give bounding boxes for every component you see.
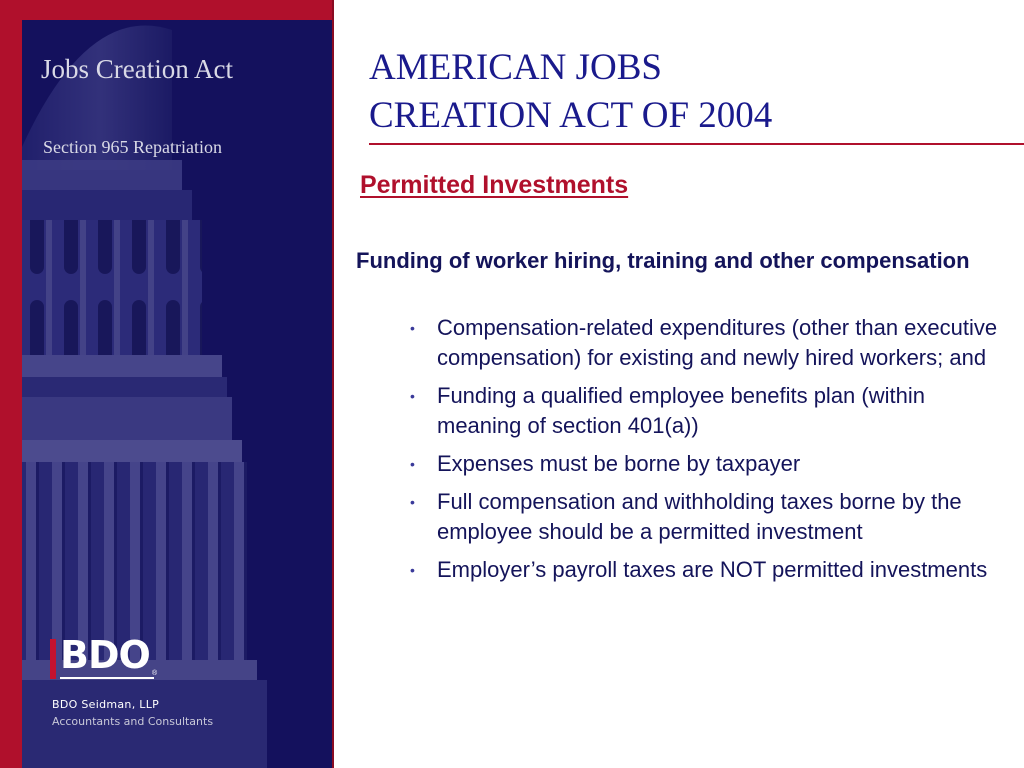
sidebar-title: Jobs Creation Act (41, 54, 233, 84)
logo-bar (50, 639, 56, 679)
slide-title (369, 44, 772, 140)
slide-title-line-2: CREATION ACT OF 2004 (369, 95, 773, 136)
bullet-dot-icon: • (410, 388, 415, 404)
bullet-text: Full compensation and withholding taxes borne by the employee should be a permitted investment (437, 489, 962, 544)
bullet-dot-icon: • (410, 456, 415, 472)
bullet-text: Expenses must be borne by taxpayer (437, 451, 801, 476)
company-name: BDO Seidman, LLP (52, 698, 160, 711)
bullet-dot-icon: • (410, 320, 415, 336)
logo-text: BDO (60, 633, 150, 677)
company-tagline: Accountants and Consultants (52, 715, 214, 728)
bullet-item (410, 487, 1000, 547)
bullet-item (410, 381, 1000, 441)
panel-divider (332, 0, 334, 768)
left-accent-stripe (0, 0, 22, 768)
lead-paragraph: Funding of worker hiring, training and other compensation (356, 248, 970, 273)
slide-title-line-1: AMERICAN JOBS (369, 47, 662, 88)
bullet-item (410, 555, 1000, 585)
bullet-text: Compensation-related expenditures (other than executive compensation) for existing and newly hired workers; and (437, 315, 998, 370)
top-accent-stripe (0, 0, 334, 20)
bullet-item (410, 313, 1000, 373)
sidebar-subtitle: Section 965 Repatriation (43, 137, 222, 157)
logo-underline (60, 677, 154, 679)
bullet-text: Funding a qualified employee benefits plan (within meaning of section 401(a)) (437, 383, 925, 438)
bullet-text: Employer’s payroll taxes are NOT permitted investments (437, 557, 988, 582)
section-heading: Permitted Investments (360, 171, 629, 199)
bullet-item (410, 449, 1000, 479)
bullet-dot-icon: • (410, 562, 415, 578)
logo-registered-mark: ® (152, 670, 158, 677)
title-rule (369, 143, 1024, 145)
bdo-logo (50, 633, 158, 681)
bullet-dot-icon: • (410, 494, 415, 510)
bullet-list (410, 313, 1000, 593)
